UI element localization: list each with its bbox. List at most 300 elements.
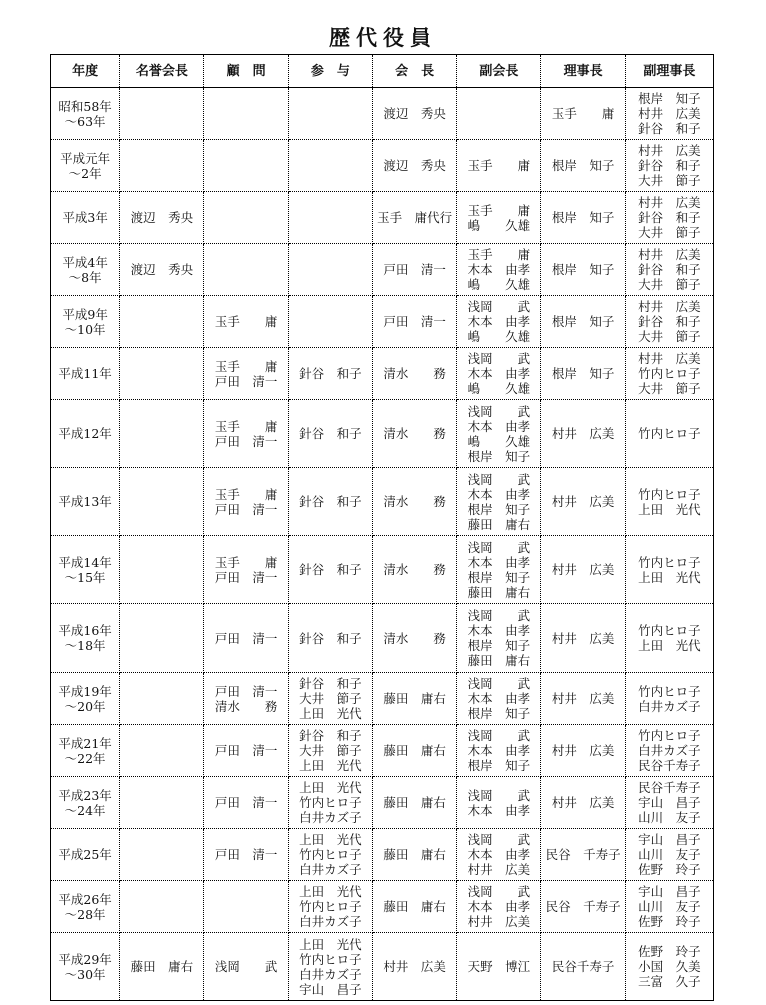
counselor-cell [288,192,372,244]
name-line: 白井カズ子 [299,810,362,825]
name-line: 浅岡 武 [214,959,278,974]
advisor-cell [204,604,288,673]
table-row [51,140,714,192]
name-line: 木本 由孝 [467,262,531,277]
vice-chairman-cell [625,673,713,725]
year-cell [51,400,120,468]
name-line: 渡辺 秀央 [383,106,446,121]
honorary-president-cell [120,400,204,468]
officers-table [50,54,714,1001]
counselor-cell [288,725,372,777]
year-cell [51,348,120,400]
header-year: 年度 [51,55,120,88]
name-line: 戸田 清一 [214,501,278,517]
name-line: ～18年 [64,638,106,653]
name-line: 清水 務 [383,426,446,441]
honorary-president-cell [120,881,204,933]
name-line: 上田 光代 [299,758,362,773]
name-line: 木本 由孝 [467,554,531,570]
name-line: 宇山 昌子 [638,884,701,899]
name-line: 藤田 庸右 [467,653,531,668]
name-line: 浅岡 武 [467,403,531,419]
year-cell [51,881,120,933]
advisor-cell [204,348,288,400]
name-line: 平成21年 [58,735,112,751]
president-cell [372,348,456,400]
header-vice-chairman: 副理事長 [625,55,713,88]
year-cell [51,192,120,244]
vice-president-cell [457,536,541,604]
name-line: 針谷 和子 [638,262,701,277]
name-line: 浅岡 武 [467,884,531,899]
vice-president-cell [457,348,541,400]
table-row [51,604,714,673]
name-line: 玉手 庸 [467,158,531,173]
advisor-cell [204,673,288,725]
name-line: 竹内ヒロ子 [299,795,362,810]
vice-president-cell [457,829,541,881]
president-cell [372,829,456,881]
header-vice-president: 副会長 [457,55,541,88]
name-line: 大井 節子 [299,691,362,706]
counselor-cell [288,296,372,348]
chairman-cell [541,192,625,244]
name-line: 白井カズ子 [299,862,362,877]
name-line: 平成29年 [58,951,112,967]
name-line: 上田 光代 [299,706,362,721]
name-line: 根岸 知子 [467,758,531,773]
honorary-president-cell [120,140,204,192]
name-line: 浅岡 武 [467,728,531,743]
table-row [51,88,714,140]
vice-chairman-cell [625,348,713,400]
name-line: 村井 広美 [638,247,701,262]
year-cell [51,604,120,673]
name-line: 白井カズ子 [638,698,701,714]
table-row [51,829,714,881]
year-cell [51,468,120,536]
name-line: 玉手 庸 [214,358,278,374]
chairman-cell [541,468,625,536]
name-line: 上田 光代 [299,780,362,795]
name-line: 針谷 和子 [299,426,362,441]
chairman-cell [541,348,625,400]
year-cell [51,296,120,348]
name-line: 木本 由孝 [467,486,531,502]
name-line: ～24年 [64,802,106,818]
counselor-cell [288,881,372,933]
name-line: 村井 広美 [551,795,615,810]
counselor-cell [288,244,372,296]
name-line: 上田 光代 [299,832,362,847]
name-line: 木本 由孝 [467,899,531,914]
vice-chairman-cell [625,829,713,881]
name-line: 平成26年 [58,891,112,907]
year-cell [51,777,120,829]
name-line: 上田 光代 [638,501,701,517]
vice-chairman-cell [625,140,713,192]
table-row [51,725,714,777]
name-line: 浅岡 武 [467,787,531,803]
name-line: 平成3年 [62,210,108,225]
table-row [51,881,714,933]
name-line: 民谷千寿子 [638,780,701,795]
name-line: 村井 広美 [383,959,446,974]
president-cell [372,673,456,725]
vice-president-cell [457,88,541,140]
name-line: 木本 由孝 [467,802,531,818]
table-row [51,468,714,536]
year-cell [51,244,120,296]
name-line: ～10年 [64,321,106,337]
name-line: 木本 由孝 [467,743,531,758]
honorary-president-cell [120,296,204,348]
year-cell [51,88,120,140]
name-line: 竹内ヒロ子 [299,951,362,967]
name-line: 戸田 清一 [214,630,278,646]
advisor-cell [204,140,288,192]
table-body [51,88,714,1001]
name-line: 清水 務 [383,494,446,509]
vice-chairman-cell [625,725,713,777]
name-line: 平成元年 [60,150,111,166]
counselor-cell [288,673,372,725]
name-line: 戸田 清一 [214,569,278,585]
name-line: 玉手 庸 [214,418,278,434]
name-line: ～8年 [68,269,102,285]
name-line: 清水 務 [383,562,446,577]
name-line: 平成19年 [58,683,112,699]
president-cell [372,933,456,1001]
name-line: 佐野 玲子 [638,862,701,877]
header-advisor: 顧 問 [204,55,288,88]
honorary-president-cell [120,777,204,829]
vice-president-cell [457,933,541,1001]
name-line: 浅岡 武 [467,832,531,847]
name-line: 針谷 和子 [638,314,701,329]
name-line: 佐野 玲子 [638,914,701,929]
name-line: 村井 広美 [551,630,615,646]
advisor-cell [204,468,288,536]
vice-chairman-cell [625,604,713,673]
name-line: 戸田 清一 [383,262,446,277]
vice-president-cell [457,673,541,725]
name-line: 村井 広美 [638,106,701,121]
name-line: 上田 光代 [299,936,362,952]
name-line: 宇山 昌子 [299,981,362,997]
name-line: 大井 節子 [638,225,701,240]
name-line: 清水 務 [383,366,446,381]
name-line: 宇山 昌子 [638,832,701,847]
name-line: 浅岡 武 [467,471,531,487]
name-line: 清水 務 [214,698,278,714]
honorary-president-cell [120,933,204,1001]
year-cell [51,140,120,192]
name-line: 根岸 知子 [467,448,531,464]
name-line: 根岸 知子 [467,501,531,517]
name-line: 竹内ヒロ子 [638,728,701,743]
table-row [51,296,714,348]
chairman-cell [541,933,625,1001]
honorary-president-cell [120,88,204,140]
president-cell [372,468,456,536]
name-line: 玉手 庸 [214,554,278,570]
name-line: 玉手 庸 [551,106,615,121]
name-line: 嶋 久雄 [467,433,531,449]
advisor-cell [204,725,288,777]
name-line: 玉手 庸代行 [377,210,453,225]
name-line: 根岸 知子 [551,366,615,381]
name-line: 村井 広美 [551,426,615,441]
year-cell [51,673,120,725]
chairman-cell [541,829,625,881]
name-line: 根岸 知子 [467,706,531,721]
vice-president-cell [457,881,541,933]
name-line: 玉手 庸 [214,486,278,502]
name-line: 戸田 清一 [214,683,278,699]
name-line: 根岸 知子 [467,638,531,653]
name-line: 木本 由孝 [467,691,531,706]
name-line: 藤田 庸右 [383,899,446,914]
name-line: 竹内ヒロ子 [638,554,701,570]
name-line: 浅岡 武 [467,299,531,314]
name-line: 戸田 清一 [214,847,278,862]
name-line: 竹内ヒロ子 [299,899,362,914]
name-line: 上田 光代 [638,638,701,653]
name-line: 村井 広美 [467,862,531,877]
name-line: 針谷 和子 [638,121,701,136]
vice-president-cell [457,468,541,536]
name-line: ～20年 [64,698,106,714]
honorary-president-cell [120,829,204,881]
advisor-cell [204,244,288,296]
advisor-cell [204,829,288,881]
chairman-cell [541,296,625,348]
name-line: 浅岡 武 [467,539,531,555]
name-line: 玉手 庸 [214,314,278,329]
name-line: 竹内ヒロ子 [638,366,701,381]
president-cell [372,725,456,777]
president-cell [372,244,456,296]
vice-president-cell [457,777,541,829]
president-cell [372,536,456,604]
counselor-cell [288,348,372,400]
name-line: 針谷 和子 [299,728,362,743]
name-line: 戸田 清一 [383,314,446,329]
table-row [51,536,714,604]
vice-president-cell [457,192,541,244]
name-line: 針谷 和子 [299,562,362,577]
name-line: 根岸 知子 [551,210,615,225]
name-line: 浅岡 武 [467,608,531,623]
chairman-cell [541,244,625,296]
name-line: 大井 節子 [638,329,701,344]
header-row [51,55,714,88]
counselor-cell [288,604,372,673]
president-cell [372,88,456,140]
name-line: 浅岡 武 [467,676,531,691]
honorary-president-cell [120,244,204,296]
name-line: 竹内ヒロ子 [638,426,701,441]
name-line: ～22年 [64,750,106,766]
name-line: 民谷 千寿子 [545,847,621,862]
vice-chairman-cell [625,88,713,140]
name-line: ～2年 [68,165,102,181]
name-line: 木本 由孝 [467,366,531,381]
name-line: 小国 久美 [638,959,701,974]
chairman-cell [541,777,625,829]
name-line: 天野 博江 [467,959,531,974]
name-line: ～63年 [64,113,106,129]
chairman-cell [541,604,625,673]
name-line: 藤田 庸右 [130,959,194,974]
name-line: 木本 由孝 [467,623,531,638]
vice-president-cell [457,400,541,468]
name-line: 藤田 庸右 [383,743,446,758]
vice-chairman-cell [625,244,713,296]
name-line: 針谷 和子 [299,366,362,381]
name-line: 村井 広美 [638,351,701,366]
advisor-cell [204,777,288,829]
vice-chairman-cell [625,536,713,604]
header-president: 会 長 [372,55,456,88]
vice-chairman-cell [625,881,713,933]
year-cell [51,829,120,881]
name-line: 白井カズ子 [299,914,362,929]
chairman-cell [541,140,625,192]
honorary-president-cell [120,192,204,244]
name-line: 上田 光代 [299,884,362,899]
counselor-cell [288,777,372,829]
advisor-cell [204,881,288,933]
counselor-cell [288,536,372,604]
name-line: 根岸 知子 [467,569,531,585]
name-line: 山川 友子 [638,810,701,825]
name-line: 白井カズ子 [638,743,701,758]
name-line: 戸田 清一 [214,743,278,758]
counselor-cell [288,140,372,192]
chairman-cell [541,673,625,725]
table-row [51,244,714,296]
name-line: 戸田 清一 [214,433,278,449]
name-line: 嶋 久雄 [467,217,531,233]
name-line: 竹内ヒロ子 [299,847,362,862]
name-line: 三富 久子 [638,974,701,989]
name-line: 嶋 久雄 [467,329,531,344]
name-line: 藤田 庸右 [383,795,446,810]
table-row [51,400,714,468]
page-title: 歴代役員 [329,25,437,50]
president-cell [372,400,456,468]
advisor-cell [204,192,288,244]
president-cell [372,140,456,192]
name-line: 渡辺 秀央 [383,158,446,173]
name-line: 根岸 知子 [638,91,701,106]
vice-chairman-cell [625,468,713,536]
table-row [51,933,714,1001]
advisor-cell [204,400,288,468]
chairman-cell [541,536,625,604]
name-line: 山川 友子 [638,899,701,914]
name-line: 山川 友子 [638,847,701,862]
table-row [51,673,714,725]
name-line: 上田 光代 [638,569,701,585]
honorary-president-cell [120,536,204,604]
name-line: 村井 広美 [551,691,615,706]
vice-chairman-cell [625,296,713,348]
name-line: 嶋 久雄 [467,381,531,396]
name-line: 民谷 千寿子 [545,899,621,914]
name-line: 嶋 久雄 [467,277,531,292]
name-line: 竹内ヒロ子 [638,486,701,502]
name-line: 根岸 知子 [551,314,615,329]
name-line: 清水 務 [383,630,446,646]
year-cell [51,725,120,777]
name-line: 玉手 庸 [467,247,531,262]
vice-chairman-cell [625,777,713,829]
year-cell [51,536,120,604]
vice-president-cell [457,244,541,296]
name-line: 村井 広美 [467,914,531,929]
chairman-cell [541,725,625,777]
vice-president-cell [457,725,541,777]
honorary-president-cell [120,348,204,400]
name-line: 木本 由孝 [467,418,531,434]
name-line: ～28年 [64,906,106,922]
name-line: 大井 節子 [638,277,701,292]
table-row [51,777,714,829]
vice-chairman-cell [625,933,713,1001]
name-line: 戸田 清一 [214,795,278,810]
name-line: 民谷千寿子 [551,959,615,974]
counselor-cell [288,933,372,1001]
name-line: 白井カズ子 [299,966,362,982]
counselor-cell [288,468,372,536]
advisor-cell [204,88,288,140]
name-line: 藤田 庸右 [467,584,531,600]
counselor-cell [288,400,372,468]
vice-chairman-cell [625,192,713,244]
name-line: 平成25年 [58,847,112,862]
chairman-cell [541,400,625,468]
name-line: 玉手 庸 [467,202,531,218]
header-honorary-president: 名誉会長 [120,55,204,88]
name-line: 竹内ヒロ子 [638,623,701,638]
name-line: 平成14年 [58,554,112,570]
name-line: 浅岡 武 [467,351,531,366]
president-cell [372,777,456,829]
name-line: 大井 節子 [299,743,362,758]
name-line: 針谷 和子 [299,494,362,509]
name-line: 木本 由孝 [467,314,531,329]
name-line: 民谷千寿子 [638,758,701,773]
name-line: 藤田 庸右 [383,847,446,862]
vice-president-cell [457,296,541,348]
counselor-cell [288,88,372,140]
name-line: ～30年 [64,966,106,982]
chairman-cell [541,88,625,140]
name-line: 村井 広美 [551,743,615,758]
name-line: 平成4年 [62,254,108,270]
name-line: 平成23年 [58,787,112,803]
table-row [51,192,714,244]
name-line: 平成9年 [62,306,108,322]
name-line: 平成13年 [58,494,112,509]
name-line: 村井 広美 [551,562,615,577]
counselor-cell [288,829,372,881]
honorary-president-cell [120,468,204,536]
president-cell [372,881,456,933]
